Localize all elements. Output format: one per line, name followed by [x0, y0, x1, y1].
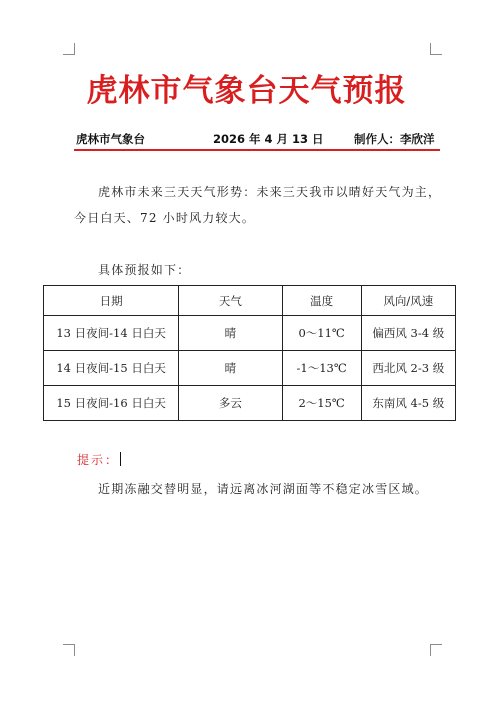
cell-date[interactable]: 15 日夜间-16 日白天	[44, 386, 179, 421]
header-cell-wind[interactable]: 风向/风速	[361, 286, 455, 316]
page-corner-mark	[63, 644, 75, 656]
cell-weather[interactable]: 多云	[179, 386, 282, 421]
header-date[interactable]: 2026 年 4 月 13 日	[213, 132, 324, 146]
page-corner-mark	[430, 644, 442, 656]
cell-weather[interactable]: 晴	[179, 316, 282, 351]
cell-weather[interactable]: 晴	[179, 351, 282, 386]
detail-lead-paragraph[interactable]: 具体预报如下：	[98, 263, 191, 277]
cell-date[interactable]: 14 日夜间-15 日白天	[44, 351, 179, 386]
cell-temperature[interactable]: 2～15℃	[282, 386, 361, 421]
page-corner-mark	[63, 43, 75, 55]
tip-label[interactable]	[77, 452, 121, 468]
text-cursor	[120, 452, 121, 466]
document-title[interactable]: 虎林市气象台天气预报	[86, 73, 407, 109]
header-cell-temperature[interactable]: 温度	[282, 286, 361, 316]
page-corner-mark	[430, 43, 442, 55]
cell-wind[interactable]: 西北风 2-3 级	[361, 351, 455, 386]
cell-date[interactable]: 13 日夜间-14 日白天	[44, 316, 179, 351]
header-agency[interactable]: 虎林市气象台	[76, 132, 145, 146]
header-divider	[74, 149, 440, 151]
cell-wind[interactable]: 东南风 4-5 级	[361, 386, 455, 421]
tip-paragraph[interactable]: 近期冻融交替明显，请远离冰河湖面等不稳定冰雪区域。	[98, 482, 429, 496]
cell-temperature[interactable]: 0～11℃	[282, 316, 361, 351]
table-row	[44, 316, 456, 351]
table-row	[44, 386, 456, 421]
header-author[interactable]: 制作人：李欣洋	[354, 132, 435, 146]
header-cell-date[interactable]: 日期	[44, 286, 179, 316]
table-row	[44, 351, 456, 386]
intro-paragraph[interactable]: 虎林市未来三天天气形势：未来三天我市以晴好天气为主，今日白天、72 小时风力较大。	[74, 185, 442, 225]
header-cell-weather[interactable]: 天气	[179, 286, 282, 316]
cell-wind[interactable]: 偏西风 3-4 级	[361, 316, 455, 351]
tip-label-text: 提示：	[77, 453, 120, 467]
forecast-table	[43, 285, 456, 421]
table-header-row	[44, 286, 456, 316]
cell-temperature[interactable]: -1～13℃	[282, 351, 361, 386]
